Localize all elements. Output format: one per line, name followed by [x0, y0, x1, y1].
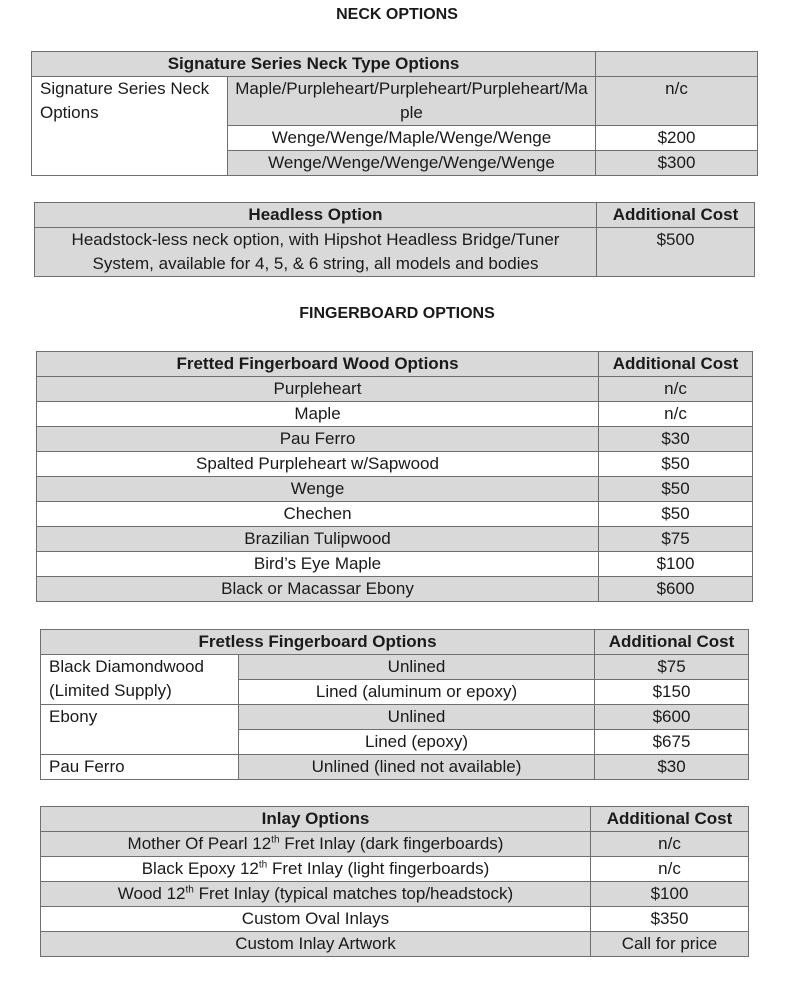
fretless-cost: $150	[595, 680, 749, 705]
signature-cost: $200	[596, 126, 758, 151]
inlay-table	[40, 806, 749, 957]
inlay-option: Wood 12th Fret Inlay (typical matches top/headstock)	[41, 882, 591, 907]
signature-header-blank	[596, 52, 758, 77]
fretted-wood: Brazilian Tulipwood	[37, 527, 599, 552]
fretless-type: Lined (aluminum or epoxy)	[239, 680, 595, 705]
inlay-cost: n/c	[591, 857, 749, 882]
fretted-cost: n/c	[599, 377, 753, 402]
headless-description: Headstock-less neck option, with Hipshot Headless Bridge/Tuner System, available for 4, 5, & 6 string, all models and bodies	[35, 228, 597, 277]
inlay-cost-header: Additional Cost	[591, 807, 749, 832]
headless-cost-header: Additional Cost	[597, 203, 755, 228]
inlay-cost: $100	[591, 882, 749, 907]
fretted-cost: $100	[599, 552, 753, 577]
fretted-wood: Bird’s Eye Maple	[37, 552, 599, 577]
fretless-cost: $600	[595, 705, 749, 730]
fretless-cost-header: Additional Cost	[595, 630, 749, 655]
fretted-cost: $600	[599, 577, 753, 602]
headless-cost: $500	[597, 228, 755, 277]
inlay-header: Inlay Options	[41, 807, 591, 832]
fretless-wood: Pau Ferro	[41, 755, 239, 780]
fretless-type: Lined (epoxy)	[239, 730, 595, 755]
signature-row-label: Signature Series Neck Options	[32, 77, 228, 176]
fretless-wood: Black Diamondwood (Limited Supply)	[41, 655, 239, 705]
fretted-wood: Spalted Purpleheart w/Sapwood	[37, 452, 599, 477]
headless-table	[34, 202, 755, 277]
signature-header: Signature Series Neck Type Options	[32, 52, 596, 77]
signature-cost: $300	[596, 151, 758, 176]
signature-cost: n/c	[596, 77, 758, 126]
fretted-wood: Wenge	[37, 477, 599, 502]
fingerboard-options-title: FINGERBOARD OPTIONS	[299, 305, 495, 322]
neck-options-title: NECK OPTIONS	[336, 6, 458, 23]
fretted-cost-header: Additional Cost	[599, 352, 753, 377]
fretless-cost: $30	[595, 755, 749, 780]
inlay-cost: n/c	[591, 832, 749, 857]
signature-option: Wenge/Wenge/Maple/Wenge/Wenge	[228, 126, 596, 151]
signature-option: Maple/Purpleheart/Purpleheart/Purpleheart/Maple	[228, 77, 596, 126]
fretless-wood: Ebony	[41, 705, 239, 755]
fretted-cost: $30	[599, 427, 753, 452]
headless-header: Headless Option	[35, 203, 597, 228]
fretless-type: Unlined (lined not available)	[239, 755, 595, 780]
fretless-type: Unlined	[239, 705, 595, 730]
inlay-cost: $350	[591, 907, 749, 932]
fretted-cost: $50	[599, 477, 753, 502]
fretted-cost: $50	[599, 452, 753, 477]
fretted-wood: Purpleheart	[37, 377, 599, 402]
inlay-cost: Call for price	[591, 932, 749, 957]
fretted-header: Fretted Fingerboard Wood Options	[37, 352, 599, 377]
fretted-wood: Black or Macassar Ebony	[37, 577, 599, 602]
signature-neck-table	[31, 51, 758, 176]
fretless-header: Fretless Fingerboard Options	[41, 630, 595, 655]
fretless-table	[40, 629, 749, 780]
fretted-table	[36, 351, 753, 602]
fretted-cost: $50	[599, 502, 753, 527]
fretless-cost: $75	[595, 655, 749, 680]
inlay-option: Custom Inlay Artwork	[41, 932, 591, 957]
inlay-option: Custom Oval Inlays	[41, 907, 591, 932]
fretted-cost: n/c	[599, 402, 753, 427]
fretted-wood: Chechen	[37, 502, 599, 527]
fretted-wood: Maple	[37, 402, 599, 427]
fretless-type: Unlined	[239, 655, 595, 680]
fretted-cost: $75	[599, 527, 753, 552]
fretted-wood: Pau Ferro	[37, 427, 599, 452]
inlay-option: Black Epoxy 12th Fret Inlay (light fingerboards)	[41, 857, 591, 882]
inlay-option: Mother Of Pearl 12th Fret Inlay (dark fingerboards)	[41, 832, 591, 857]
fretless-cost: $675	[595, 730, 749, 755]
signature-option: Wenge/Wenge/Wenge/Wenge/Wenge	[228, 151, 596, 176]
